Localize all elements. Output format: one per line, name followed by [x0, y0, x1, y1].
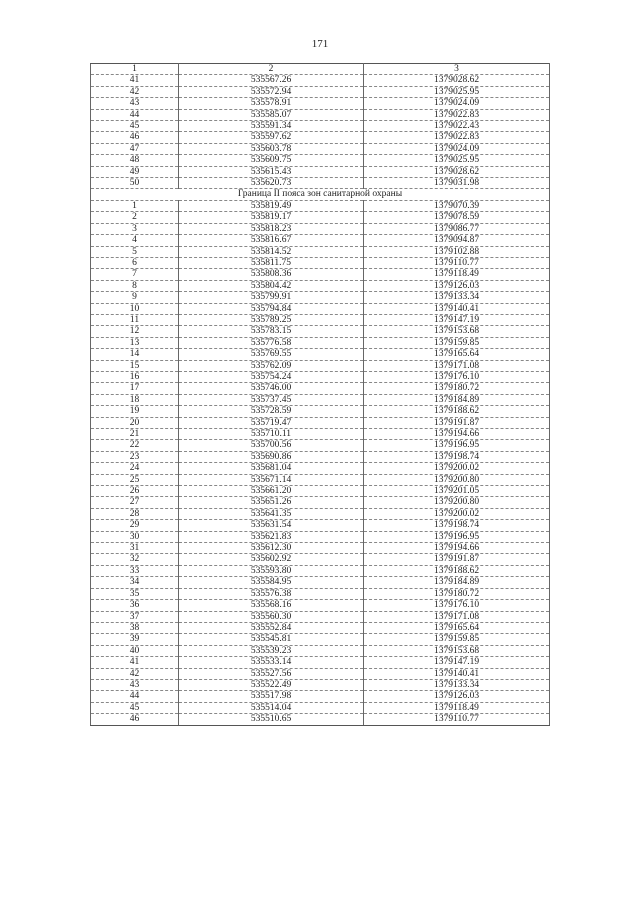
point-number-cell: 27 — [91, 497, 179, 508]
x-coordinate-cell: 535719.47 — [179, 417, 364, 428]
x-coordinate-cell: 535568.16 — [179, 600, 364, 611]
x-coordinate-cell: 535641.35 — [179, 508, 364, 519]
y-coordinate-cell: 1379201.05 — [364, 486, 550, 497]
x-coordinate-cell: 535576.38 — [179, 588, 364, 599]
x-coordinate-cell: 535603.78 — [179, 143, 364, 154]
x-coordinate-cell: 535578.91 — [179, 98, 364, 109]
x-coordinate-cell: 535651.26 — [179, 497, 364, 508]
point-number-cell: 15 — [91, 360, 179, 371]
table-row — [91, 600, 550, 611]
point-number-cell: 9 — [91, 292, 179, 303]
x-coordinate-cell: 535620.73 — [179, 178, 364, 189]
table-row — [91, 474, 550, 485]
table-row — [91, 657, 550, 668]
y-coordinate-cell: 1379171.08 — [364, 360, 550, 371]
point-number-cell: 16 — [91, 371, 179, 382]
table-row — [91, 634, 550, 645]
table-row — [91, 155, 550, 166]
y-coordinate-cell: 1379110.77 — [364, 257, 550, 268]
x-coordinate-cell: 535690.86 — [179, 451, 364, 462]
table-header-row — [91, 64, 550, 75]
point-number-cell: 33 — [91, 565, 179, 576]
x-coordinate-cell: 535527.56 — [179, 668, 364, 679]
x-coordinate-cell: 535776.58 — [179, 337, 364, 348]
y-coordinate-cell: 1379191.87 — [364, 417, 550, 428]
table-row — [91, 121, 550, 132]
x-coordinate-cell: 535533.14 — [179, 657, 364, 668]
table-row — [91, 520, 550, 531]
point-number-cell: 43 — [91, 679, 179, 690]
y-coordinate-cell: 1379133.34 — [364, 679, 550, 690]
y-coordinate-cell: 1379022.83 — [364, 109, 550, 120]
table-row — [91, 508, 550, 519]
table-row — [91, 326, 550, 337]
table-row — [91, 200, 550, 211]
table-row — [91, 292, 550, 303]
y-coordinate-cell: 1379133.34 — [364, 292, 550, 303]
point-number-cell: 28 — [91, 508, 179, 519]
point-number-cell: 7 — [91, 269, 179, 280]
point-number-cell: 2 — [91, 212, 179, 223]
table-row — [91, 497, 550, 508]
point-number-cell: 45 — [91, 702, 179, 713]
y-coordinate-cell: 1379165.64 — [364, 349, 550, 360]
table-row — [91, 280, 550, 291]
x-coordinate-cell: 535769.55 — [179, 349, 364, 360]
point-number-cell: 6 — [91, 257, 179, 268]
point-number-cell: 11 — [91, 314, 179, 325]
column-header-2: 2 — [179, 64, 364, 75]
y-coordinate-cell: 1379028.62 — [364, 166, 550, 177]
y-coordinate-cell: 1379180.72 — [364, 383, 550, 394]
y-coordinate-cell: 1379176.10 — [364, 371, 550, 382]
x-coordinate-cell: 535585.07 — [179, 109, 364, 120]
coordinates-table — [90, 63, 550, 726]
table-row — [91, 611, 550, 622]
point-number-cell: 47 — [91, 143, 179, 154]
point-number-cell: 34 — [91, 577, 179, 588]
x-coordinate-cell: 535811.75 — [179, 257, 364, 268]
x-coordinate-cell: 535593.80 — [179, 565, 364, 576]
x-coordinate-cell: 535572.94 — [179, 86, 364, 97]
column-header-1: 1 — [91, 64, 179, 75]
y-coordinate-cell: 1379153.68 — [364, 645, 550, 656]
x-coordinate-cell: 535597.62 — [179, 132, 364, 143]
point-number-cell: 20 — [91, 417, 179, 428]
y-coordinate-cell: 1379200.02 — [364, 463, 550, 474]
point-number-cell: 18 — [91, 394, 179, 405]
y-coordinate-cell: 1379159.85 — [364, 337, 550, 348]
point-number-cell: 35 — [91, 588, 179, 599]
y-coordinate-cell: 1379191.87 — [364, 554, 550, 565]
x-coordinate-cell: 535584.95 — [179, 577, 364, 588]
table-row — [91, 588, 550, 599]
table-row — [91, 451, 550, 462]
point-number-cell: 41 — [91, 75, 179, 86]
point-number-cell: 24 — [91, 463, 179, 474]
table-row — [91, 565, 550, 576]
y-coordinate-cell: 1379180.72 — [364, 588, 550, 599]
point-number-cell: 46 — [91, 132, 179, 143]
table-row — [91, 86, 550, 97]
point-number-cell: 39 — [91, 634, 179, 645]
point-number-cell: 48 — [91, 155, 179, 166]
x-coordinate-cell: 535609.75 — [179, 155, 364, 166]
x-coordinate-cell: 535819.49 — [179, 200, 364, 211]
y-coordinate-cell: 1379184.89 — [364, 394, 550, 405]
table-row — [91, 417, 550, 428]
y-coordinate-cell: 1379171.08 — [364, 611, 550, 622]
point-number-cell: 10 — [91, 303, 179, 314]
point-number-cell: 13 — [91, 337, 179, 348]
point-number-cell: 49 — [91, 166, 179, 177]
y-coordinate-cell: 1379147.19 — [364, 657, 550, 668]
y-coordinate-cell: 1379176.10 — [364, 600, 550, 611]
point-number-cell: 36 — [91, 600, 179, 611]
y-coordinate-cell: 1379024.09 — [364, 143, 550, 154]
table-row — [91, 668, 550, 679]
y-coordinate-cell: 1379184.89 — [364, 577, 550, 588]
y-coordinate-cell: 1379196.95 — [364, 440, 550, 451]
y-coordinate-cell: 1379126.03 — [364, 691, 550, 702]
table-row — [91, 714, 550, 725]
y-coordinate-cell: 1379022.83 — [364, 132, 550, 143]
y-coordinate-cell: 1379110.77 — [364, 714, 550, 725]
x-coordinate-cell: 535754.24 — [179, 371, 364, 382]
x-coordinate-cell: 535510.65 — [179, 714, 364, 725]
x-coordinate-cell: 535631.54 — [179, 520, 364, 531]
table-row — [91, 98, 550, 109]
point-number-cell: 45 — [91, 121, 179, 132]
table-row — [91, 394, 550, 405]
x-coordinate-cell: 535615.43 — [179, 166, 364, 177]
point-number-cell: 29 — [91, 520, 179, 531]
table-row — [91, 702, 550, 713]
point-number-cell: 50 — [91, 178, 179, 189]
x-coordinate-cell: 535621.83 — [179, 531, 364, 542]
table-row — [91, 543, 550, 554]
section-title: Граница II пояса зон санитарной охраны — [91, 189, 550, 200]
point-number-cell: 37 — [91, 611, 179, 622]
point-number-cell: 12 — [91, 326, 179, 337]
x-coordinate-cell: 535612.30 — [179, 543, 364, 554]
x-coordinate-cell: 535591.34 — [179, 121, 364, 132]
point-number-cell: 3 — [91, 223, 179, 234]
y-coordinate-cell: 1379194.66 — [364, 543, 550, 554]
y-coordinate-cell: 1379200.80 — [364, 497, 550, 508]
x-coordinate-cell: 535514.04 — [179, 702, 364, 713]
table-row — [91, 531, 550, 542]
table-row — [91, 360, 550, 371]
table-row — [91, 143, 550, 154]
point-number-cell: 5 — [91, 246, 179, 257]
y-coordinate-cell: 1379094.87 — [364, 235, 550, 246]
table-row — [91, 132, 550, 143]
point-number-cell: 30 — [91, 531, 179, 542]
x-coordinate-cell: 535522.49 — [179, 679, 364, 690]
point-number-cell: 42 — [91, 668, 179, 679]
table-row — [91, 486, 550, 497]
x-coordinate-cell: 535762.09 — [179, 360, 364, 371]
y-coordinate-cell: 1379140.41 — [364, 668, 550, 679]
table-row — [91, 109, 550, 120]
y-coordinate-cell: 1379196.95 — [364, 531, 550, 542]
x-coordinate-cell: 535661.20 — [179, 486, 364, 497]
y-coordinate-cell: 1379070.39 — [364, 200, 550, 211]
y-coordinate-cell: 1379153.68 — [364, 326, 550, 337]
y-coordinate-cell: 1379025.95 — [364, 155, 550, 166]
y-coordinate-cell: 1379031.98 — [364, 178, 550, 189]
x-coordinate-cell: 535789.25 — [179, 314, 364, 325]
table-row — [91, 463, 550, 474]
x-coordinate-cell: 535818.23 — [179, 223, 364, 234]
point-number-cell: 46 — [91, 714, 179, 725]
point-number-cell: 21 — [91, 429, 179, 440]
point-number-cell: 40 — [91, 645, 179, 656]
x-coordinate-cell: 535567.26 — [179, 75, 364, 86]
table-row — [91, 178, 550, 189]
table-row — [91, 303, 550, 314]
point-number-cell: 19 — [91, 406, 179, 417]
table-row — [91, 212, 550, 223]
x-coordinate-cell: 535560.30 — [179, 611, 364, 622]
x-coordinate-cell: 535539.23 — [179, 645, 364, 656]
y-coordinate-cell: 1379118.49 — [364, 269, 550, 280]
x-coordinate-cell: 535545.81 — [179, 634, 364, 645]
point-number-cell: 38 — [91, 622, 179, 633]
x-coordinate-cell: 535671.14 — [179, 474, 364, 485]
x-coordinate-cell: 535799.91 — [179, 292, 364, 303]
table-row — [91, 554, 550, 565]
y-coordinate-cell: 1379028.62 — [364, 75, 550, 86]
y-coordinate-cell: 1379140.41 — [364, 303, 550, 314]
y-coordinate-cell: 1379118.49 — [364, 702, 550, 713]
x-coordinate-cell: 535746.00 — [179, 383, 364, 394]
table-row — [91, 679, 550, 690]
x-coordinate-cell: 535552.84 — [179, 622, 364, 633]
point-number-cell: 26 — [91, 486, 179, 497]
point-number-cell: 4 — [91, 235, 179, 246]
table-row — [91, 246, 550, 257]
x-coordinate-cell: 535804.42 — [179, 280, 364, 291]
table-row — [91, 337, 550, 348]
y-coordinate-cell: 1379165.64 — [364, 622, 550, 633]
y-coordinate-cell: 1379188.62 — [364, 406, 550, 417]
point-number-cell: 31 — [91, 543, 179, 554]
page-number: 171 — [311, 38, 329, 50]
y-coordinate-cell: 1379024.09 — [364, 98, 550, 109]
point-number-cell: 32 — [91, 554, 179, 565]
x-coordinate-cell: 535819.17 — [179, 212, 364, 223]
y-coordinate-cell: 1379198.74 — [364, 520, 550, 531]
x-coordinate-cell: 535517.98 — [179, 691, 364, 702]
table-row — [91, 349, 550, 360]
y-coordinate-cell: 1379200.80 — [364, 474, 550, 485]
x-coordinate-cell: 535737.45 — [179, 394, 364, 405]
column-header-3: 3 — [364, 64, 550, 75]
x-coordinate-cell: 535602.92 — [179, 554, 364, 565]
y-coordinate-cell: 1379078.59 — [364, 212, 550, 223]
table-row — [91, 406, 550, 417]
y-coordinate-cell: 1379025.95 — [364, 86, 550, 97]
y-coordinate-cell: 1379194.66 — [364, 429, 550, 440]
point-number-cell: 1 — [91, 200, 179, 211]
y-coordinate-cell: 1379102.88 — [364, 246, 550, 257]
point-number-cell: 43 — [91, 98, 179, 109]
point-number-cell: 42 — [91, 86, 179, 97]
section-title-row — [91, 189, 550, 200]
point-number-cell: 44 — [91, 691, 179, 702]
x-coordinate-cell: 535783.15 — [179, 326, 364, 337]
table-row — [91, 622, 550, 633]
y-coordinate-cell: 1379086.77 — [364, 223, 550, 234]
y-coordinate-cell: 1379200.02 — [364, 508, 550, 519]
table-row — [91, 314, 550, 325]
y-coordinate-cell: 1379147.19 — [364, 314, 550, 325]
point-number-cell: 44 — [91, 109, 179, 120]
y-coordinate-cell: 1379188.62 — [364, 565, 550, 576]
y-coordinate-cell: 1379198.74 — [364, 451, 550, 462]
table-row — [91, 371, 550, 382]
point-number-cell: 8 — [91, 280, 179, 291]
table-row — [91, 383, 550, 394]
table-row — [91, 75, 550, 86]
x-coordinate-cell: 535816.67 — [179, 235, 364, 246]
point-number-cell: 23 — [91, 451, 179, 462]
point-number-cell: 41 — [91, 657, 179, 668]
table-row — [91, 223, 550, 234]
x-coordinate-cell: 535814.52 — [179, 246, 364, 257]
point-number-cell: 17 — [91, 383, 179, 394]
table-row — [91, 577, 550, 588]
x-coordinate-cell: 535794.84 — [179, 303, 364, 314]
x-coordinate-cell: 535728.59 — [179, 406, 364, 417]
table-row — [91, 691, 550, 702]
table-row — [91, 235, 550, 246]
table-row — [91, 440, 550, 451]
x-coordinate-cell: 535681.04 — [179, 463, 364, 474]
table-row — [91, 269, 550, 280]
point-number-cell: 25 — [91, 474, 179, 485]
y-coordinate-cell: 1379159.85 — [364, 634, 550, 645]
x-coordinate-cell: 535710.11 — [179, 429, 364, 440]
table-row — [91, 645, 550, 656]
table-row — [91, 429, 550, 440]
y-coordinate-cell: 1379126.03 — [364, 280, 550, 291]
y-coordinate-cell: 1379022.43 — [364, 121, 550, 132]
x-coordinate-cell: 535700.56 — [179, 440, 364, 451]
point-number-cell: 14 — [91, 349, 179, 360]
table-row — [91, 166, 550, 177]
table-row — [91, 257, 550, 268]
point-number-cell: 22 — [91, 440, 179, 451]
x-coordinate-cell: 535808.36 — [179, 269, 364, 280]
